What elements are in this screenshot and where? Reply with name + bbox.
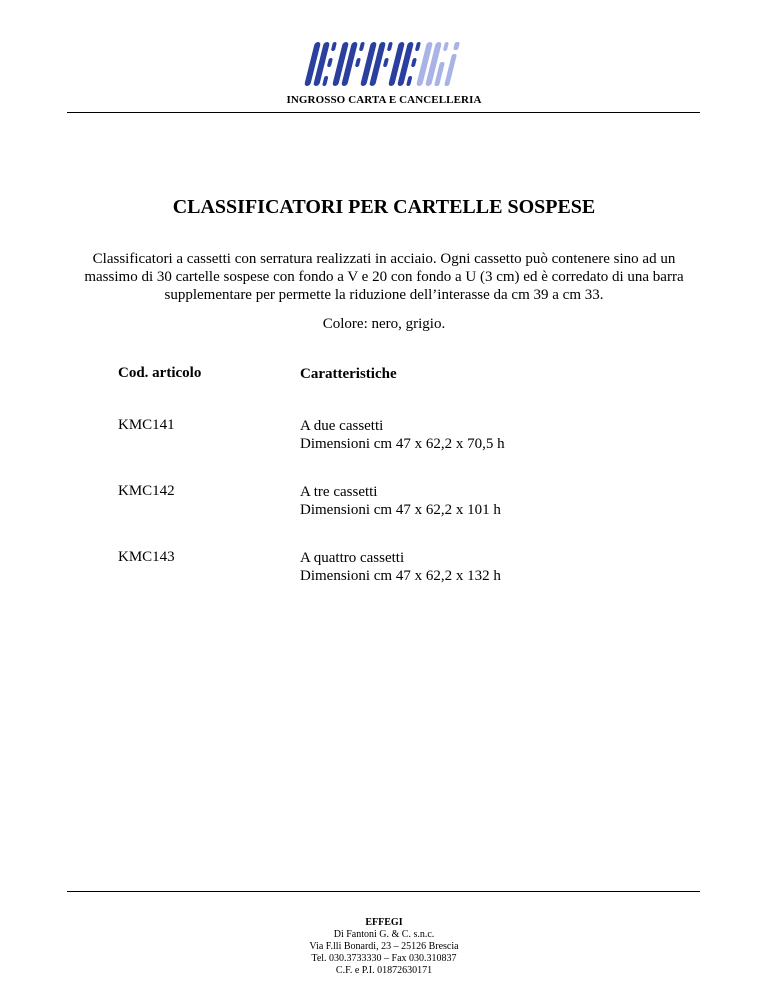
intro-line: supplementare per permette la riduzione dell’interasse da cm 39 a cm 33. [164, 287, 604, 303]
intro-paragraph [60, 250, 708, 304]
product-drawers: A quattro cassetti [300, 550, 405, 566]
product-code: KMC141 [118, 417, 175, 433]
product-drawers: A tre cassetti [300, 484, 378, 500]
column-header-code: Cod. articolo [118, 365, 202, 381]
product-description [300, 483, 501, 519]
company-tagline: INGROSSO CARTA E CANCELLERIA [286, 94, 482, 106]
column-header-features: Caratteristiche [300, 366, 397, 382]
table-row [118, 483, 678, 549]
product-description [300, 549, 501, 585]
product-description [300, 417, 505, 453]
footer-phone-fax: Tel. 030.3733330 – Fax 030.310837 [311, 953, 457, 964]
footer [0, 917, 768, 977]
product-code: KMC142 [118, 483, 175, 499]
footer-company-legal: Di Fantoni G. & C. s.n.c. [333, 929, 435, 940]
product-dimensions: Dimensioni cm 47 x 62,2 x 132 h [300, 568, 501, 584]
intro-line: Classificatori a cassetti con serratura realizzati in acciaio. Ogni cassetto può contenere sino ad un [92, 251, 676, 267]
color-options: Colore: nero, grigio. [322, 316, 446, 332]
product-dimensions: Dimensioni cm 47 x 62,2 x 101 h [300, 502, 501, 518]
footer-address: Via F.lli Bonardi, 23 – 25126 Brescia [309, 941, 459, 952]
footer-tax-id: C.F. e P.I. 01872630171 [335, 965, 433, 976]
table-row [118, 549, 678, 615]
table-header-row [118, 365, 678, 417]
page-title: CLASSIFICATORI PER CARTELLE SOSPESE [172, 196, 596, 218]
footer-divider [67, 891, 700, 892]
product-code: KMC143 [118, 549, 175, 565]
product-dimensions: Dimensioni cm 47 x 62,2 x 70,5 h [300, 436, 505, 452]
effegi-logo [294, 38, 474, 90]
effegi-logo-graphic [294, 38, 474, 90]
footer-company-name: EFFEGI [365, 917, 403, 928]
product-table [118, 365, 678, 615]
header-divider [67, 112, 700, 113]
product-drawers: A due cassetti [300, 418, 384, 434]
table-row [118, 417, 678, 483]
intro-line: massimo di 30 cartelle sospese con fondo a V e 20 con fondo a U (3 cm) ed è corredato di una barra [84, 269, 684, 285]
